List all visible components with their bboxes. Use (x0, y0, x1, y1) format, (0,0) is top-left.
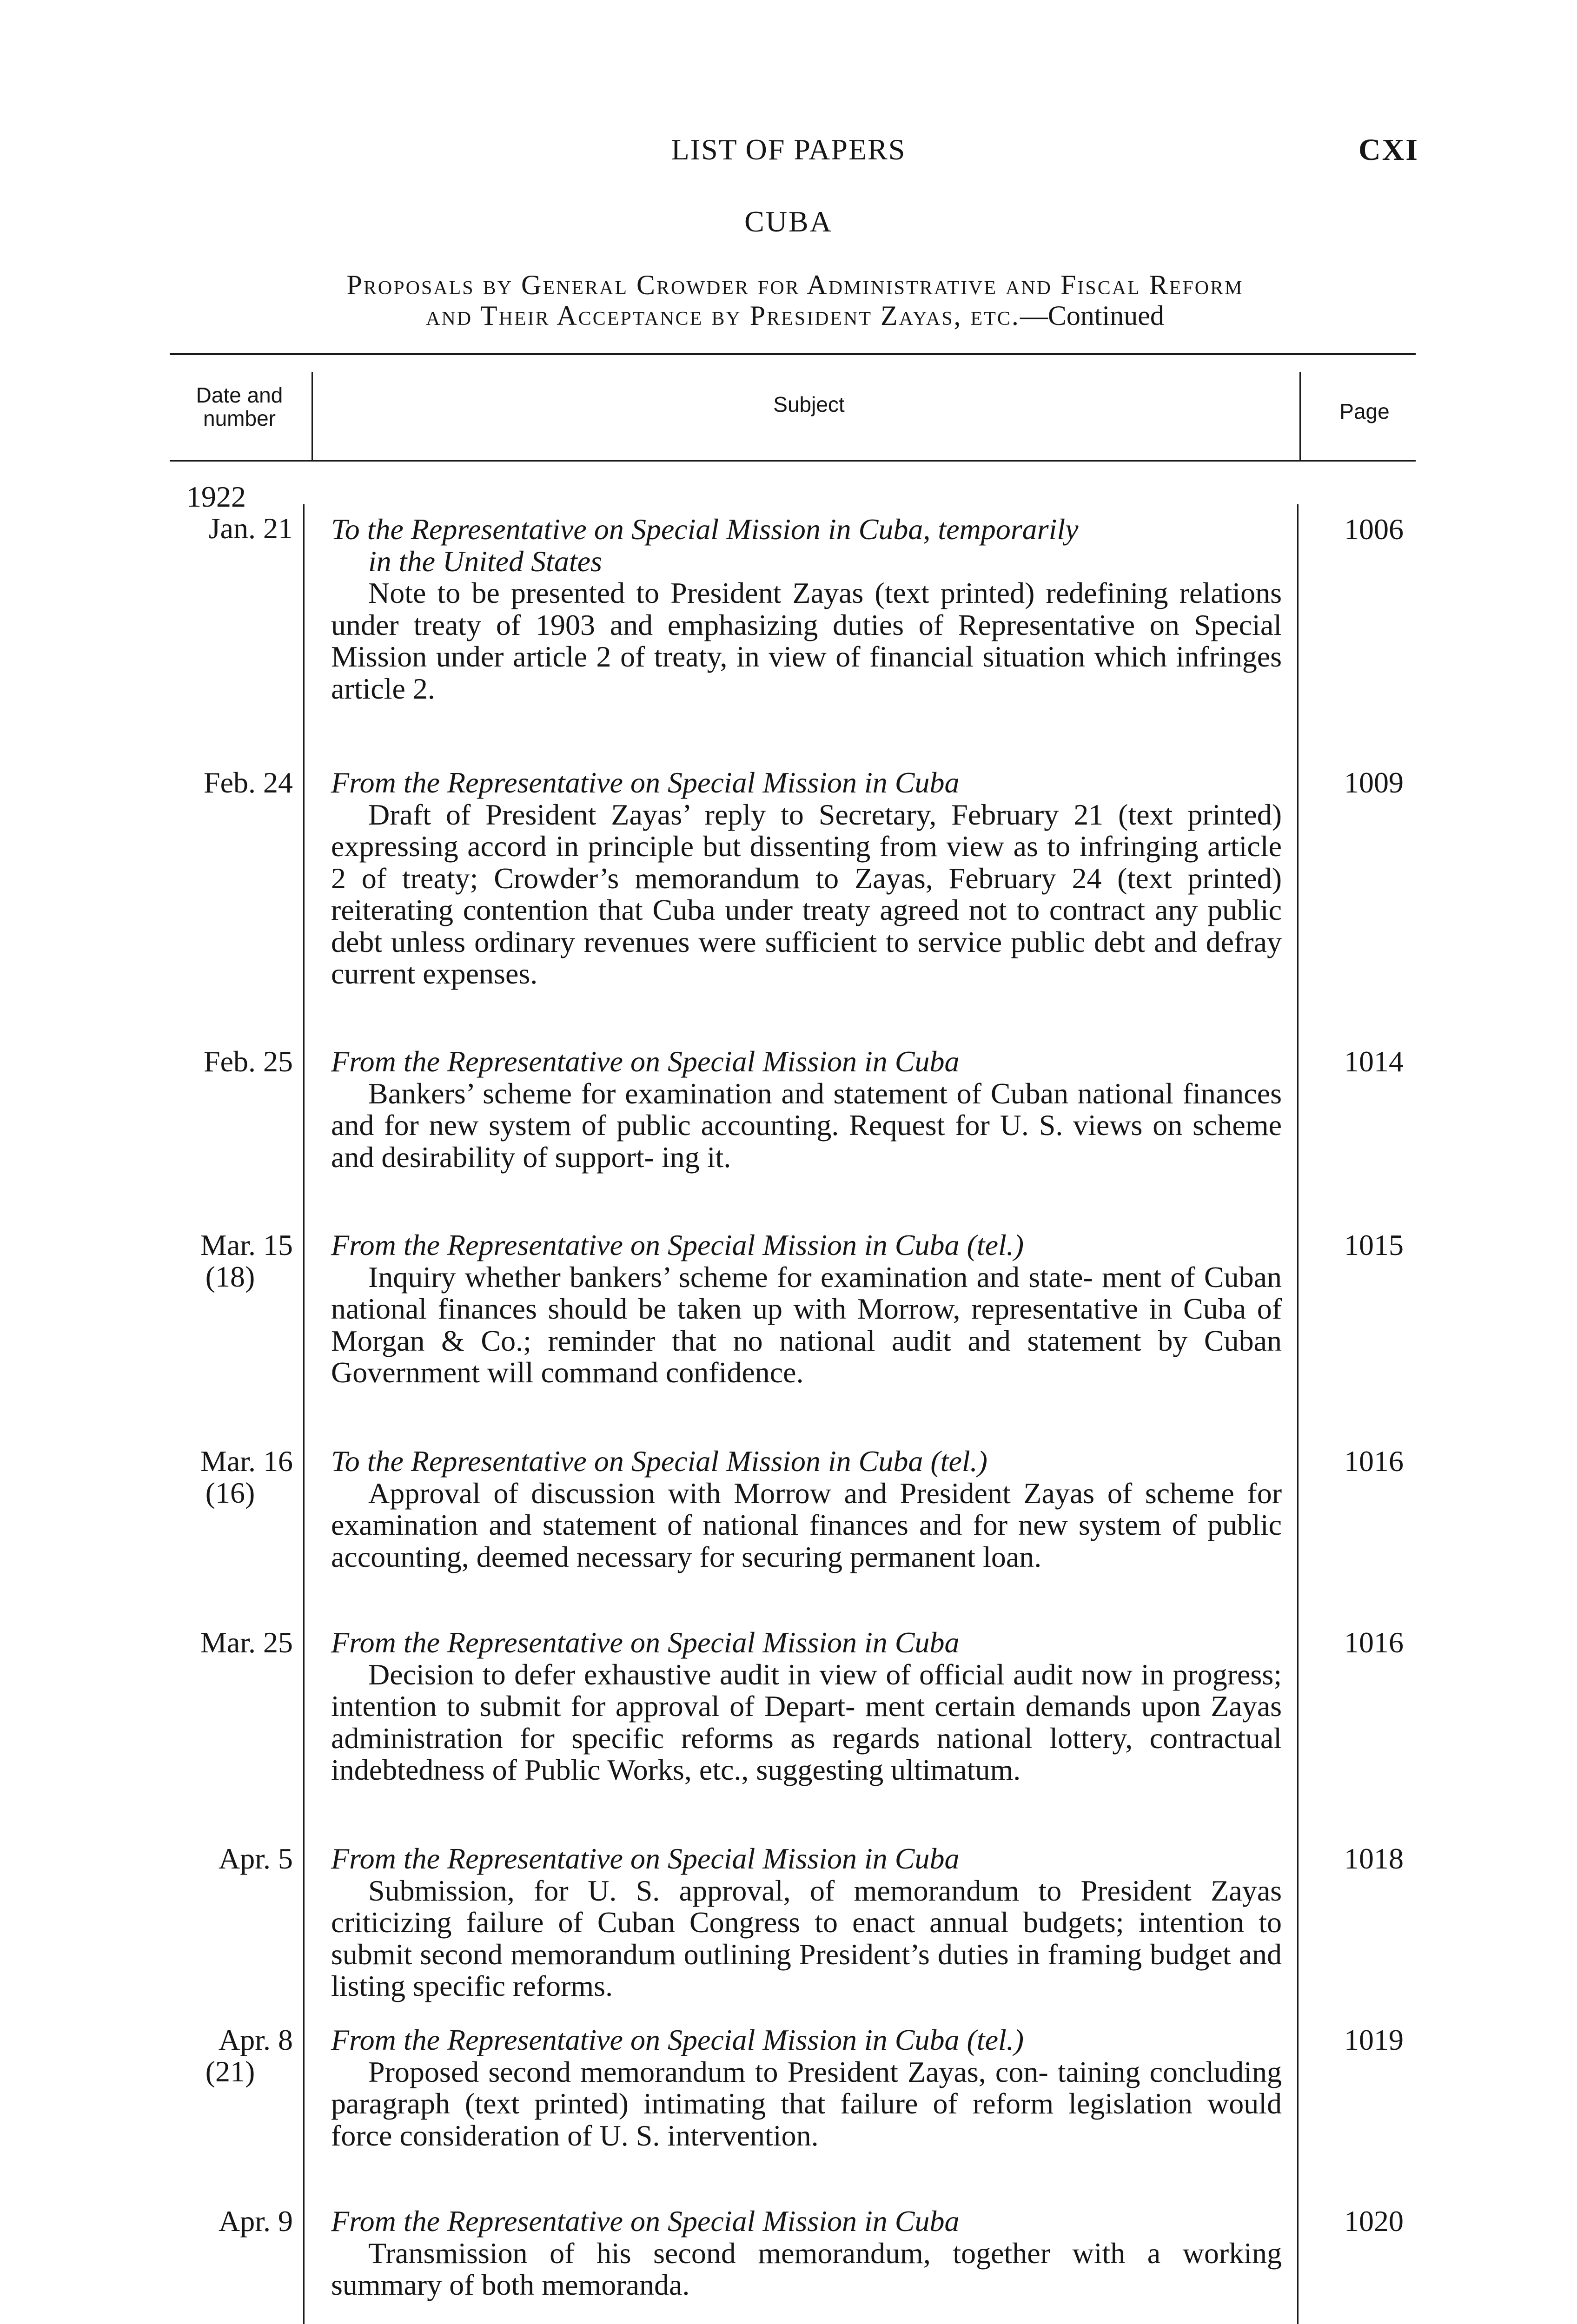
entry-subject (331, 1843, 1282, 2002)
entry-date (139, 2024, 293, 2087)
running-title: LIST OF PAPERS (671, 133, 906, 166)
header-bottom-rule (170, 460, 1416, 462)
country-heading: CUBA (744, 205, 833, 238)
entry-date-text: Mar. 15 (200, 1228, 293, 1261)
entry-heading: From the Representative on Special Mission in Cuba (331, 1626, 960, 1659)
entry-date (139, 767, 293, 799)
entry-heading: From the Representative on Special Mission in Cuba (331, 2205, 960, 2238)
entry-date (139, 2205, 293, 2237)
running-head (0, 132, 1577, 170)
entry-summary: Inquiry whether bankers’ scheme for examination and state- ment of Cuban national finances should be taken up with Morrow, representative in Cuba of Morgan & Co.; reminder that no national audit and statement by Cuban Government will command confidence. (331, 1260, 1282, 1389)
entry-subject (331, 2024, 1282, 2152)
entry-date-text: Apr. 5 (219, 1842, 293, 1875)
column-header-page: Page (1339, 399, 1390, 423)
entry-heading: From the Representative on Special Mission in Cuba (331, 1045, 960, 1078)
entry-date-text: Feb. 25 (204, 1045, 293, 1078)
column-header-date-line-2: number (203, 406, 276, 430)
entry-page-number: 1006 (1344, 513, 1404, 546)
entry-date (139, 1229, 293, 1293)
entry-heading-cont: in the United States (368, 544, 603, 578)
entry-subject (331, 1229, 1282, 1389)
entry-subject (331, 514, 1282, 705)
entry-heading: From the Representative on Special Mission in Cuba (331, 1842, 960, 1875)
entry-date-text: Feb. 24 (204, 766, 293, 799)
entry-page-number: 1014 (1344, 1045, 1404, 1078)
entry-summary: Transmission of his second memorandum, together with a working summary of both memoranda. (331, 2236, 1282, 2301)
entry-number: (16) (205, 1476, 255, 1509)
entry-date (139, 1046, 293, 1077)
entry-heading: To the Representative on Special Mission in Cuba, temporarily (331, 513, 1079, 546)
entry-page-number: 1016 (1344, 1626, 1404, 1659)
entry-subject (331, 767, 1282, 990)
entry-summary: Approval of discussion with Morrow and President Zayas of scheme for examination and statement of national finances and for new system of public accounting, deemed necessary for securing permanent loan. (331, 1476, 1282, 1573)
table-top-rule (170, 353, 1416, 355)
entry-page-number: 1009 (1344, 766, 1404, 799)
entry-page-number: 1018 (1344, 1842, 1404, 1875)
entry-summary: Submission, for U. S. approval, of memorandum to President Zayas criticizing failure of Cuban Congress to enact annual budgets; intention to submit second memorandum outlining President’s duties in framing budget and listing specific reforms. (331, 1874, 1282, 2002)
entry-subject (331, 1627, 1282, 1786)
entry-date (139, 1446, 293, 1509)
entry-page-number: 1019 (1344, 2023, 1404, 2056)
entry-date (139, 481, 293, 544)
entry-date-text: Apr. 8 (219, 2023, 293, 2056)
entry-summary: Draft of President Zayas’ reply to Secretary, February 21 (text printed) expressing accord in principle but dissenting from view as to infringing article 2 of treaty; Crowder’s memorandum to Zayas, February 24 (text printed) reiterating contention that Cuba under treaty agreed not to contract any public debt unless ordinary revenues were sufficient to service public debt and defray current expenses. (331, 798, 1282, 990)
page-folio: CXI (1358, 133, 1419, 167)
entry-page-number: 1015 (1344, 1228, 1404, 1261)
entry-summary: Proposed second memorandum to President Zayas, con- taining concluding paragraph (text printed) intimating that failure of reform legislation would force consideration of U. S. intervention. (331, 2055, 1282, 2152)
entry-date-text: Jan. 21 (208, 512, 293, 545)
entry-summary: Bankers’ scheme for examination and statement of Cuban national finances and for new system of public accounting. Request for U. S. views on scheme and desirability of support- ing it. (331, 1076, 1282, 1174)
section-title-line-1: Proposals by General Crowder for Administrative and Fiscal Reform (346, 270, 1244, 300)
entry-subject (331, 1046, 1282, 1173)
entry-page-number: 1020 (1344, 2205, 1404, 2238)
section-title-line-2-text: and Their Acceptance by President Zayas, etc. (426, 300, 1020, 331)
section-title-line-2 (167, 300, 1423, 331)
entry-page-number: 1016 (1344, 1445, 1404, 1478)
entry-date (139, 1627, 293, 1658)
entry-subject (331, 1446, 1282, 1573)
entry-number: (21) (205, 2055, 255, 2088)
entry-date (139, 1843, 293, 1875)
entry-heading: To the Representative on Special Mission in Cuba (tel.) (331, 1445, 987, 1478)
entry-heading: From the Representative on Special Mission in Cuba (331, 766, 960, 799)
body-col-separator-1 (303, 504, 305, 2324)
column-header-date (172, 383, 307, 430)
continued-label: —Continued (1020, 300, 1164, 331)
entry-date-text: Mar. 16 (200, 1445, 293, 1478)
column-header-subject: Subject (773, 392, 845, 416)
entry-date-text: Apr. 9 (219, 2205, 293, 2238)
entry-date-text: Mar. 25 (200, 1626, 293, 1659)
entry-summary: Decision to defer exhaustive audit in view of official audit now in progress; intention to submit for approval of Depart- ment certain demands upon Zayas administration for specific reforms as regards national lottery, contractual indebtedness of Public Works, etc., suggesting ultimatum. (331, 1657, 1282, 1786)
header-col-separator-2 (1299, 372, 1301, 460)
header-col-separator-1 (311, 372, 313, 460)
entry-heading: From the Representative on Special Mission in Cuba (tel.) (331, 2023, 1024, 2056)
entry-subject (331, 2205, 1282, 2301)
body-col-separator-2 (1297, 504, 1299, 2324)
section-title (167, 270, 1423, 331)
entry-summary: Note to be presented to President Zayas (text printed) redefining relations under treaty of 1903 and emphasizing duties of Representative on Special Mission under article 2 of treaty, in view of financial situation which infringes article 2. (331, 576, 1282, 705)
entry-heading: From the Representative on Special Mission in Cuba (tel.) (331, 1228, 1024, 1261)
column-header-date-line-1: Date and (196, 383, 283, 407)
entry-number: (18) (205, 1260, 255, 1293)
entry-year: 1922 (186, 480, 246, 513)
